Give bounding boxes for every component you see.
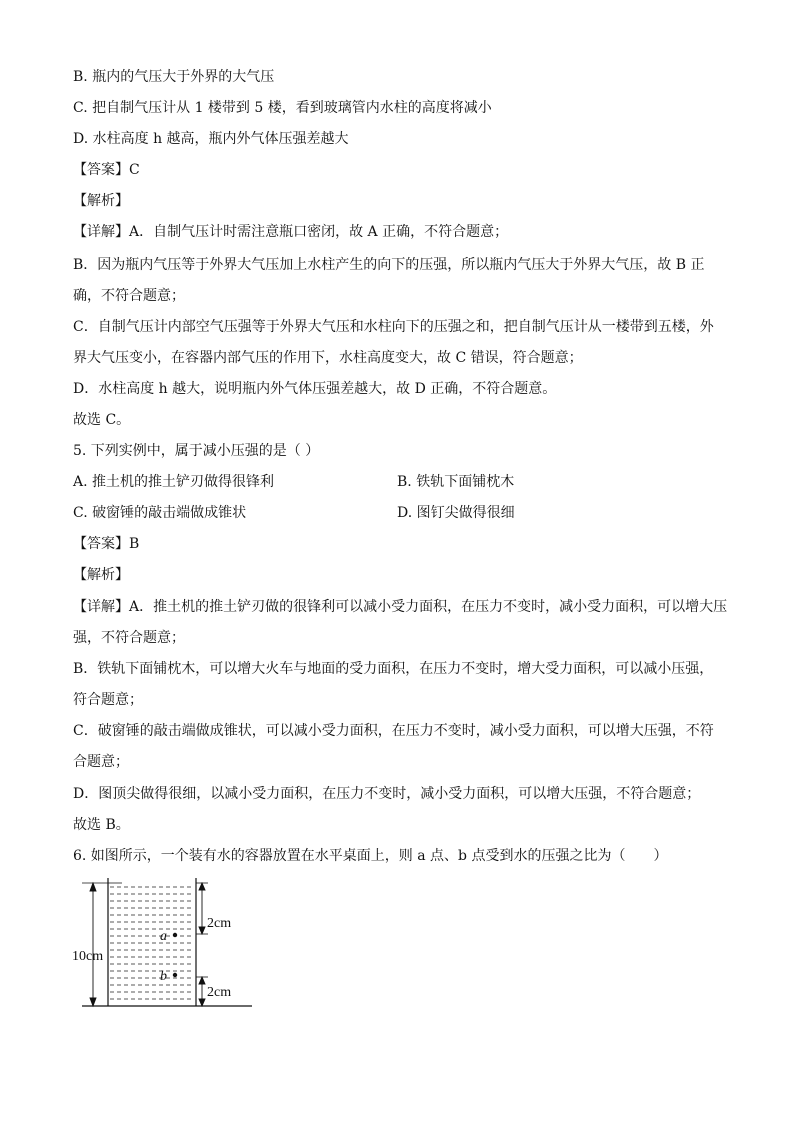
q6-stem: 6. 如图所示，一个装有水的容器放置在水平桌面上，则 a 点、b 点受到水的压强之比为（ ） [73,848,668,864]
q4-detail-a: 【详解】A．自制气压计时需注意瓶口密闭，故 A 正确，不符合题意； [73,224,509,240]
q5-conclusion: 故选 B。 [73,817,130,833]
q4-detail-c-2: 界大气压变小，在容器内部气压的作用下，水柱高度变大，故 C 错误，符合题意； [73,350,583,366]
water-fill [110,887,194,999]
q4-detail-b-2: 确，不符合题意； [73,288,185,304]
q4-option-c: C. 把自制气压计从 1 楼带到 5 楼，看到玻璃管内水柱的高度将减小 [73,100,492,116]
q4-option-b: B. 瓶内的气压大于外界的大气压 [73,69,275,85]
q4-analysis-label: 【解析】 [73,193,129,209]
q5-detail-c-1: C．破窗锤的敲击端做成锥状，可以减小受力面积，在压力不变时，减小受力面积，可以增大压强，不符 [73,723,714,739]
q5-option-b: B. 铁轨下面铺枕木 [397,474,515,490]
point-a-dot [173,933,177,937]
q5-detail-a-2: 强，不符合题意； [73,630,185,646]
point-b-label: b [160,969,167,984]
q5-analysis-label: 【解析】 [73,567,129,583]
bottom-gap-arrow [199,977,205,1006]
q5-answer: 【答案】B [73,536,140,552]
q4-conclusion: 故选 C。 [73,412,131,428]
q4-detail-b-1: B．因为瓶内气压等于外界大气压加上水柱产生的向下的压强，所以瓶内气压大于外界大气压，故 B 正 [73,257,705,273]
total-height-label: 10cm [72,949,104,964]
q5-stem: 5. 下列实例中，属于减小压强的是（ ） [73,443,320,459]
bottom-gap-label: 2cm [207,985,232,1000]
top-gap-arrow [199,883,205,934]
container-figure [62,872,262,1017]
q5-option-a: A. 推土机的推土铲刃做得很锋利 [73,474,275,490]
q5-option-d: D. 图钉尖做得很细 [397,505,515,521]
point-b-dot [173,973,177,977]
total-height-arrow [90,883,96,1006]
top-gap-label: 2cm [207,916,232,931]
q5-option-c: C. 破窗锤的敲击端做成锥状 [73,505,247,521]
q5-detail-b-1: B．铁轨下面铺枕木，可以增大火车与地面的受力面积，在压力不变时，增大受力面积，可以减小压强， [73,661,714,677]
q4-option-d: D. 水柱高度 h 越高，瓶内外气体压强差越大 [73,131,349,147]
q5-detail-d: D．图顶尖做得很细，以减小受力面积，在压力不变时，减小受力面积，可以增大压强，不符合题意； [73,786,701,802]
q4-detail-c-1: C．自制气压计内部空气压强等于外界大气压和水柱向下的压强之和，把自制气压计从一楼带到五楼，外 [73,319,714,335]
q5-detail-a-1: 【详解】A．推土机的推土铲刃做的很锋利可以减小受力面积，在压力不变时，减小受力面积，可以增大压 [73,599,728,615]
q4-answer: 【答案】C [73,162,140,178]
q5-detail-c-2: 合题意； [73,754,129,770]
q4-detail-d: D．水柱高度 h 越大，说明瓶内外气体压强差越大，故 D 正确，不符合题意。 [73,381,557,397]
q5-detail-b-2: 符合题意； [73,692,143,708]
point-a-label: a [160,929,167,944]
